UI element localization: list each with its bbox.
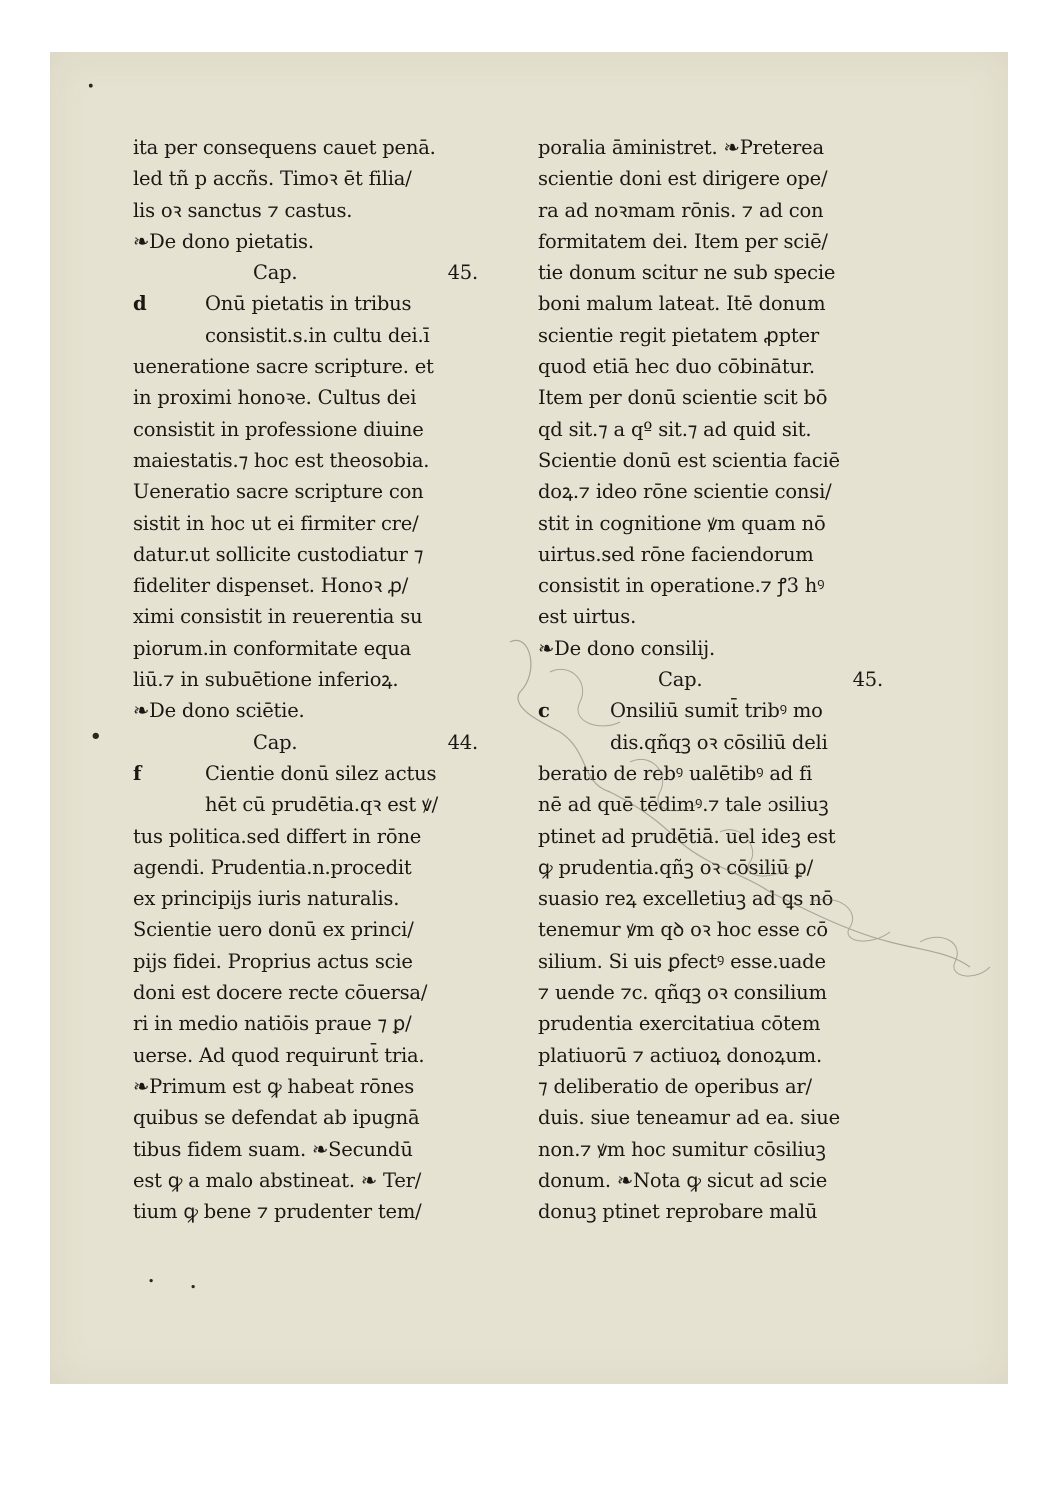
text-line: scientie doni est dirigere ope/ [538,167,828,191]
text-line: tie donum scitur ne sub specie [538,261,836,285]
text-line: Item per donū scientie scit bō [538,386,828,410]
chapter-word: Cap. [253,730,298,754]
text-line: ꝙ prudentia.qñꝫ oꝛ cōsiliū ꝑ/ [538,855,813,879]
text-line: uerse. Ad quod requirunt̄ tria. [133,1043,425,1067]
text-line: qd sit.⁊ a qº sit.⁊ ad quid sit. [538,417,812,441]
text-line: donuꝫ ptinet reprobare malū [538,1200,818,1224]
text-line: ra ad noꝛmam rōnis. ⁊ ad con [538,198,824,222]
text-line: quod etiā hec duo cōbinātur. [538,355,815,379]
text-line: tibus fidem suam. ❧Secundū [133,1137,413,1161]
text-line: ptinet ad prudētiā. uel ideꝫ est [538,824,836,848]
text-line: Onsiliū sumit̄ tribꝰ mo [610,699,823,723]
text-line: donum. ❧Nota ꝙ sicut ad scie [538,1168,828,1192]
text-line: Scientie uero donū ex princi/ [133,918,414,942]
text-line: ❧De dono consilij. [538,636,716,660]
text-line: boni malum lateat. Itē donum [538,292,826,316]
ink-mark: ꞏ [88,76,94,97]
chapter-word: Cap. [658,668,703,692]
text-line: stit in cognitione ꝟm quam nō [538,511,826,535]
text-line: tus politica.sed differt in rōne [133,824,422,848]
text-line: scientie regit pietatem ꝓpter [538,323,819,347]
chapter-number: 45. [852,668,883,692]
text-line: Ueneratio sacre scripture con [133,480,424,504]
text-line: duis. siue teneamur ad ea. siue [538,1106,840,1130]
text-line: Onū pietatis in tribus [205,292,412,316]
chapter-heading [538,664,883,695]
text-line: silium. Si uis ꝑfectꝰ esse.uade [538,949,826,973]
text-line: tenemur ꝟm qꝺ oꝛ hoc esse cō [538,918,828,942]
text-line: doni est docere recte cōuersa/ [133,981,428,1005]
text-line: consistit in operatione.⁊ ꝭ3 hꝰ [538,574,825,598]
text-line: ❧De dono pietatis. [133,229,314,253]
text-line: est ꝙ a malo abstineat. ❧ Ter/ [133,1168,422,1192]
chapter-number: 45. [447,261,478,285]
text-line: uirtus.sed rōne faciendorum [538,542,814,566]
text-line: est uirtus. [538,605,637,629]
initial-line [133,758,478,789]
text-line: platiuorū ⁊ actiuoꝝ donoꝝum. [538,1043,822,1067]
text-line: tium ꝙ bene ⁊ prudenter tem/ [133,1200,422,1224]
right-column [538,132,883,1227]
guide-letter: d [133,292,147,316]
text-line: ueneratione sacre scripture. et [133,355,434,379]
text-line: Cientie donū silez actus [205,761,437,785]
text-line: pijs fidei. Proprius actus scie [133,949,413,973]
text-line: ximi consistit in reuerentia su [133,605,423,629]
text-line: ⁊ uende ⁊c. qñqꝫ oꝛ consilium [538,981,827,1005]
text-line: ex principijs iuris naturalis. [133,887,400,911]
text-line: prudentia exercitatiua cōtem [538,1012,821,1036]
text-line: consistit.s.in cultu dei.ī [205,323,430,347]
text-line: ⁊ deliberatio de operibus ar/ [538,1074,812,1098]
text-line: agendi. Prudentia.n.procedit [133,855,412,879]
text-line: ita per consequens cauet penā. [133,136,436,159]
text-line: datur.ut sollicite custodiatur ⁊ [133,542,424,566]
text-line: quibus se defendat ab ipugnā [133,1106,420,1130]
text-line: beratio de rebꝰ ualētibꝰ ad fi [538,761,813,785]
text-line: ri in medio natiōis praue ⁊ ꝑ/ [133,1012,412,1036]
text-line: consistit in professione diuine [133,417,424,441]
text-line: fideliter dispenset. Honoꝛ ꝓ/ [133,574,409,598]
chapter-heading [133,727,478,758]
text-line: Scientie donū est scientia faciē [538,448,840,472]
guide-letter: c [538,699,550,723]
text-line: poralia āministret. ❧Preterea [538,136,824,159]
text-line: liū.⁊ in subuētione inferioꝝ. [133,668,399,692]
text-line: sistit in hoc ut ei firmiter cre/ [133,511,419,535]
guide-letter: f [133,761,142,785]
text-line: formitatem dei. Item per sciē/ [538,229,828,253]
margin-dot: . [190,1272,197,1293]
text-line: in proximi honoꝛe. Cultus dei [133,386,417,410]
text-line: doꝝ.⁊ ideo rōne scientie consi/ [538,480,832,504]
manuscript-page [50,52,1008,1384]
text-line: dis.qñqꝫ oꝛ cōsiliū deli [610,730,828,754]
text-line: piorum.in conformitate equa [133,636,412,660]
text-line: ❧Primum est ꝙ habeat rōnes [133,1074,415,1098]
text-line: led tñ p accñs. Timoꝛ ēt filia/ [133,167,412,191]
text-line: suasio reꝝ excelletiuꝫ ad ꝗs nō [538,887,834,911]
margin-dot: . [148,1266,155,1287]
left-column [133,132,478,1227]
text-line: nē ad quē tēdimꝰ.⁊ tale ɔsiliuꝫ [538,793,829,817]
text-line: hēt cū prudētia.qꝛ est ꝟ/ [205,793,438,817]
margin-dot: • [90,726,102,747]
text-line: ❧De dono sciētie. [133,699,305,723]
text-line: non.⁊ ꝟm hoc sumitur cōsiliuꝫ [538,1137,826,1161]
initial-line [538,695,883,726]
chapter-word: Cap. [253,261,298,285]
text-line: lis oꝛ sanctus ⁊ castus. [133,198,353,222]
text-line: maiestatis.⁊ hoc est theosobia. [133,448,430,472]
chapter-heading [133,257,478,288]
chapter-number: 44. [447,730,478,754]
initial-line [133,288,478,319]
